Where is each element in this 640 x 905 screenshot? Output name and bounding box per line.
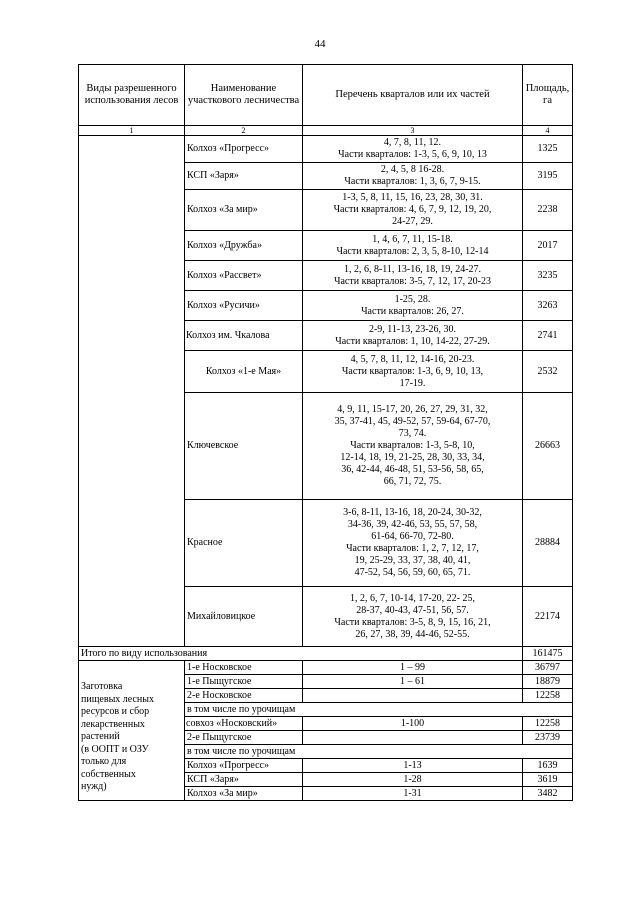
area-value: 18879 [523, 675, 573, 689]
total-row [79, 647, 573, 661]
forestry-name: 1-е Пыщугское [185, 675, 303, 689]
quarters-value: 1-100 [303, 717, 523, 731]
area-value: 22174 [523, 587, 573, 647]
table-header-row [79, 65, 573, 126]
use-type-line: растений [81, 731, 120, 742]
area-value: 1639 [523, 759, 573, 773]
quarters-value: 1-31 [303, 787, 523, 801]
forestry-name: Ключевское [185, 393, 303, 500]
use-type-line: Заготовка [81, 681, 123, 692]
forestry-name: Колхоз «Прогресс» [185, 136, 303, 163]
quarters-cell [303, 190, 523, 231]
area-value: 1325 [523, 136, 573, 163]
subheading-by-tract: в том числе по урочищам [185, 745, 573, 759]
use-type-cell [79, 661, 185, 801]
use-type-line: (в ООПТ и ОЗУ [81, 743, 149, 755]
header-use-type: Виды разрешенного использования лесов [79, 65, 185, 126]
quarters-line: 35, 37-41, 45, 49-52, 57, 59-64, 67-70, [334, 416, 491, 427]
area-value: 12258 [523, 689, 573, 703]
use-type-cell-empty [79, 136, 185, 647]
quarters-line: 1, 2, 6, 8-11, 13-16, 18, 19, 24-27. [343, 263, 482, 275]
quarters-value [303, 731, 523, 745]
quarters-line: 17-19. [399, 377, 426, 389]
quarters-line: Части кварталов: 1, 2, 7, 12, 17, [346, 543, 479, 554]
quarters-line: Части кварталов: 26, 27. [361, 305, 464, 317]
quarters-cell [303, 500, 523, 587]
area-value: 3195 [523, 163, 573, 190]
forestry-name: Михайловицкое [185, 587, 303, 647]
use-type-line: только для [81, 756, 127, 767]
header-quarters-list: Перечень кварталов или их частей [303, 65, 523, 126]
quarters-line: 36, 42-44, 46-48, 51, 53-56, 58, 65, [341, 464, 484, 475]
quarters-line: 1-3, 5, 8, 11, 15, 16, 23, 28, 30, 31. [342, 192, 483, 203]
area-value: 3619 [523, 773, 573, 787]
column-number: 4 [523, 126, 573, 136]
forestry-name: Колхоз «За мир» [185, 190, 303, 231]
area-value: 2741 [523, 321, 573, 351]
forestry-name: Колхоз «Дружба» [185, 231, 303, 261]
quarters-cell [303, 587, 523, 647]
quarters-cell [303, 321, 523, 351]
quarters-line: 73, 74. [398, 428, 427, 439]
forestry-name: Колхоз им. Чкалова [185, 321, 303, 351]
column-number: 3 [303, 126, 523, 136]
quarters-line: 19, 25-29, 33, 37, 38, 40, 41, [354, 555, 471, 566]
quarters-line: 61-64, 66-70, 72-80. [371, 531, 454, 542]
forestry-name: Красное [185, 500, 303, 587]
forestry-name: Колхоз «1-е Мая» [185, 351, 303, 393]
forestry-name: 2-е Пыщугское [185, 731, 303, 745]
area-value: 3263 [523, 291, 573, 321]
use-type-line: нужд) [81, 781, 107, 792]
quarters-line: Части кварталов: 2, 3, 5, 8-10, 12-14 [336, 245, 489, 257]
use-type-line: лекарственных [81, 718, 145, 730]
quarters-line: 47-52, 54, 56, 59, 60, 65, 71. [354, 567, 471, 578]
quarters-value: 1-13 [303, 759, 523, 773]
forestry-name: Колхоз «За мир» [185, 787, 303, 801]
quarters-line: 2-9, 11-13, 23-26, 30. [368, 323, 457, 335]
area-value: 26663 [523, 393, 573, 500]
quarters-line: 26, 27, 38, 39, 44-46, 52-55. [355, 628, 470, 640]
quarters-value [303, 689, 523, 703]
use-type-line: пищевых лесных [81, 693, 154, 705]
quarters-cell [303, 136, 523, 163]
quarters-line: Части кварталов: 1-3, 6, 9, 10, 13, [341, 365, 484, 377]
quarters-line: Части кварталов: 1-3, 5-8, 10, [350, 440, 475, 451]
quarters-line: 2, 4, 5, 8 16-28. [380, 164, 445, 175]
column-number-row [79, 126, 573, 136]
area-value: 36797 [523, 661, 573, 675]
quarters-line: Части кварталов: 1-3, 5, 6, 9, 10, 13 [338, 149, 487, 160]
use-type-line: ресурсов и сбор [81, 706, 150, 717]
header-area: Площадь, га [523, 65, 573, 126]
column-number: 2 [185, 126, 303, 136]
quarters-line: Части кварталов: 4, 6, 7, 9, 12, 19, 20, [333, 204, 492, 215]
area-value: 3235 [523, 261, 573, 291]
quarters-value: 1 – 99 [303, 661, 523, 675]
column-number: 1 [79, 126, 185, 136]
area-value: 3482 [523, 787, 573, 801]
quarters-line: 28-37, 40-43, 47-51, 56, 57. [356, 604, 469, 616]
quarters-line: 66, 71, 72, 75. [383, 476, 442, 487]
quarters-line: 1-25, 28. [394, 293, 431, 305]
quarters-cell [303, 291, 523, 321]
quarters-value: 1-28 [303, 773, 523, 787]
quarters-line: 34-36, 39, 42-46, 53, 55, 57, 58, [347, 519, 478, 530]
use-type-line: собственных [81, 768, 136, 780]
forestry-name: КСП «Заря» [185, 163, 303, 190]
area-value: 12258 [523, 717, 573, 731]
header-forestry-name: Наименование участкового лесничества [185, 65, 303, 126]
quarters-line: Части кварталов: 1, 10, 14-22, 27-29. [335, 335, 490, 347]
quarters-line: 1, 4, 6, 7, 11, 15-18. [372, 233, 453, 245]
area-value: 2017 [523, 231, 573, 261]
quarters-cell [303, 393, 523, 500]
area-value: 2532 [523, 351, 573, 393]
quarters-line: Части кварталов: 3-5, 7, 12, 17, 20-23 [333, 275, 492, 287]
quarters-line: 12-14, 18, 19, 21-25, 28, 30, 33, 34, [340, 452, 485, 463]
forestry-name: 2-е Носковское [185, 689, 303, 703]
subheading-by-tract: в том числе по урочищам [185, 703, 573, 717]
page-number: 44 [314, 38, 326, 50]
area-value: 23739 [523, 731, 573, 745]
quarters-line: 4, 9, 11, 15-17, 20, 26, 27, 29, 31, 32, [337, 404, 488, 415]
forestry-name: Колхоз «Прогресс» [185, 759, 303, 773]
forestry-name: Колхоз «Русичи» [185, 291, 303, 321]
quarters-value: 1 – 61 [303, 675, 523, 689]
total-area: 161475 [523, 647, 573, 661]
forest-use-table [78, 64, 573, 801]
total-label: Итого по виду использования [79, 647, 523, 661]
quarters-line: 1, 2, 6, 7, 10-14, 17-20, 22- 25, [350, 592, 475, 604]
quarters-cell [303, 163, 523, 190]
quarters-cell [303, 351, 523, 393]
quarters-line: 4, 7, 8, 11, 12. [383, 137, 442, 148]
quarters-line: Части кварталов: 1, 3, 6, 7, 9-15. [344, 176, 481, 187]
area-value: 2238 [523, 190, 573, 231]
forestry-name: совхоз «Носковский» [185, 717, 303, 731]
forestry-name: КСП «Заря» [185, 773, 303, 787]
quarters-line: Части кварталов: 3-5, 8, 9, 15, 16, 21, [334, 616, 491, 628]
forestry-name: 1-е Носковское [185, 661, 303, 675]
quarters-cell [303, 231, 523, 261]
area-value: 28884 [523, 500, 573, 587]
quarters-line: 3-6, 8-11, 13-16, 18, 20-24, 30-32, [343, 507, 482, 518]
quarters-line: 24-27, 29. [392, 216, 433, 227]
table-row [79, 136, 573, 163]
quarters-line: 4, 5, 7, 8, 11, 12, 14-16, 20-23. [350, 353, 475, 365]
forestry-name: Колхоз «Рассвет» [185, 261, 303, 291]
table-row [79, 661, 573, 675]
quarters-cell [303, 261, 523, 291]
